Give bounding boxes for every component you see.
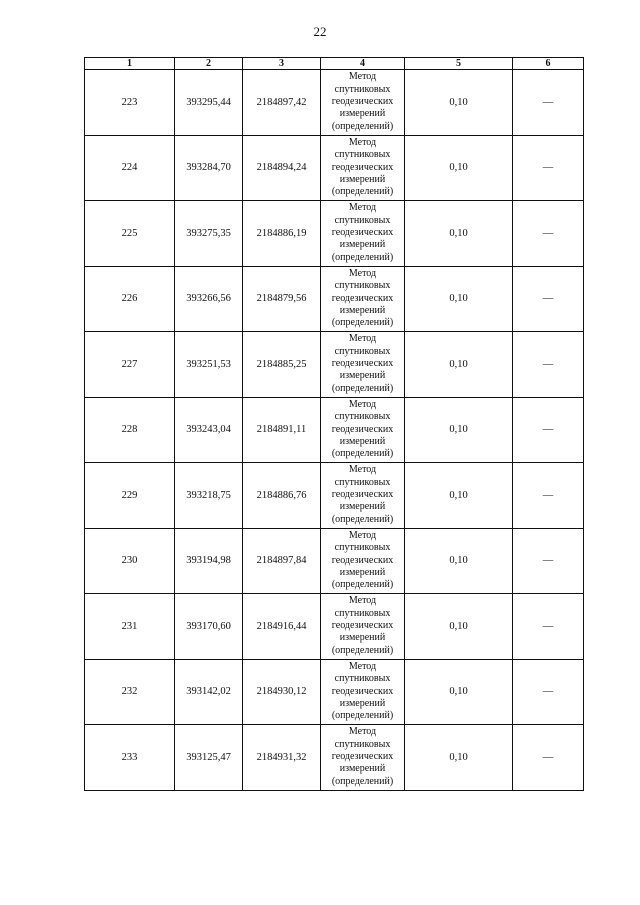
x-coordinate-cell: 393170,60 [175,594,243,660]
y-coordinate-cell: 2184897,84 [243,528,321,594]
method-cell [321,659,405,725]
method-line: спутниковых [334,214,391,226]
method-line: спутниковых [334,542,391,554]
method-line: измерений [339,239,386,251]
method-line: Метод [348,464,377,476]
method-line: Метод [348,267,377,279]
note-cell: — [513,463,584,529]
method-line: спутниковых [334,476,391,488]
table-row [85,594,584,660]
method-line: измерений [339,108,386,120]
note-cell: — [513,659,584,725]
table-body [85,70,584,791]
method-line: измерений [339,632,386,644]
method-line: Метод [348,136,377,148]
method-line: геодезических [331,554,394,566]
table-row [85,725,584,791]
y-coordinate-cell: 2184879,56 [243,266,321,332]
accuracy-cell: 0,10 [405,70,513,136]
note-cell: — [513,594,584,660]
point-number-cell: 233 [85,725,175,791]
method-line: (определений) [331,317,394,329]
x-coordinate-cell: 393251,53 [175,332,243,398]
accuracy-cell: 0,10 [405,659,513,725]
method-line: (определений) [331,710,394,722]
method-cell [321,201,405,267]
method-line: (определений) [331,120,394,132]
accuracy-cell: 0,10 [405,332,513,398]
accuracy-cell: 0,10 [405,135,513,201]
method-line: Метод [348,71,377,83]
method-line: измерений [339,173,386,185]
y-coordinate-cell: 2184886,19 [243,201,321,267]
accuracy-cell: 0,10 [405,594,513,660]
method-cell [321,397,405,463]
method-line: спутниковых [334,738,391,750]
y-coordinate-cell: 2184916,44 [243,594,321,660]
method-line: (определений) [331,513,394,525]
y-coordinate-cell: 2184930,12 [243,659,321,725]
x-coordinate-cell: 393275,35 [175,201,243,267]
table-row [85,266,584,332]
point-number-cell: 231 [85,594,175,660]
method-line: спутниковых [334,607,391,619]
method-line: измерений [339,697,386,709]
method-line: геодезических [331,751,394,763]
method-line: измерений [339,370,386,382]
method-line: геодезических [331,161,394,173]
table-row [85,332,584,398]
point-number-cell: 225 [85,201,175,267]
method-line: Метод [348,595,377,607]
method-line: спутниковых [334,280,391,292]
column-header-6: 6 [513,58,584,70]
table-row [85,528,584,594]
point-number-cell: 227 [85,332,175,398]
accuracy-cell: 0,10 [405,528,513,594]
method-line: Метод [348,202,377,214]
method-line: Метод [348,726,377,738]
note-cell: — [513,135,584,201]
accuracy-cell: 0,10 [405,266,513,332]
point-number-cell: 229 [85,463,175,529]
x-coordinate-cell: 393218,75 [175,463,243,529]
method-line: геодезических [331,292,394,304]
note-cell: — [513,201,584,267]
method-line: (определений) [331,251,394,263]
method-line: спутниковых [334,345,391,357]
method-line: спутниковых [334,149,391,161]
y-coordinate-cell: 2184885,25 [243,332,321,398]
x-coordinate-cell: 393243,04 [175,397,243,463]
method-line: геодезических [331,489,394,501]
page-number: 22 [313,24,327,39]
note-cell: — [513,725,584,791]
column-header-3: 3 [243,58,321,70]
note-cell: — [513,528,584,594]
method-line: геодезических [331,685,394,697]
accuracy-cell: 0,10 [405,201,513,267]
x-coordinate-cell: 393284,70 [175,135,243,201]
method-line: измерений [339,435,386,447]
note-cell: — [513,70,584,136]
note-cell: — [513,332,584,398]
column-header-5: 5 [405,58,513,70]
x-coordinate-cell: 393142,02 [175,659,243,725]
method-cell [321,135,405,201]
method-line: спутниковых [334,411,391,423]
method-line: геодезических [331,358,394,370]
method-line: (определений) [331,448,394,460]
method-line: геодезических [331,96,394,108]
column-header-4: 4 [321,58,405,70]
method-line: Метод [348,398,377,410]
method-cell [321,463,405,529]
table-row [85,135,584,201]
table-header-row [85,58,584,70]
point-number-cell: 224 [85,135,175,201]
accuracy-cell: 0,10 [405,725,513,791]
method-line: (определений) [331,186,394,198]
method-line: (определений) [331,644,394,656]
point-number-cell: 228 [85,397,175,463]
method-line: геодезических [331,620,394,632]
method-line: измерений [339,763,386,775]
method-cell [321,70,405,136]
x-coordinate-cell: 393194,98 [175,528,243,594]
point-number-cell: 226 [85,266,175,332]
method-line: (определений) [331,382,394,394]
point-number-cell: 230 [85,528,175,594]
method-cell [321,266,405,332]
x-coordinate-cell: 393266,56 [175,266,243,332]
y-coordinate-cell: 2184897,42 [243,70,321,136]
method-line: спутниковых [334,83,391,95]
accuracy-cell: 0,10 [405,463,513,529]
coordinates-table [84,57,584,791]
method-line: геодезических [331,227,394,239]
method-line: Метод [348,660,377,672]
method-line: геодезических [331,423,394,435]
method-line: (определений) [331,579,394,591]
method-cell [321,528,405,594]
point-number-cell: 232 [85,659,175,725]
y-coordinate-cell: 2184894,24 [243,135,321,201]
method-cell [321,332,405,398]
x-coordinate-cell: 393125,47 [175,725,243,791]
table-row [85,397,584,463]
point-number-cell: 223 [85,70,175,136]
method-line: (определений) [331,775,394,787]
method-line: Метод [348,333,377,345]
note-cell: — [513,397,584,463]
accuracy-cell: 0,10 [405,397,513,463]
column-header-2: 2 [175,58,243,70]
method-line: измерений [339,304,386,316]
method-line: Метод [348,529,377,541]
method-cell [321,594,405,660]
note-cell: — [513,266,584,332]
table-row [85,659,584,725]
method-line: измерений [339,501,386,513]
column-header-1: 1 [85,58,175,70]
y-coordinate-cell: 2184931,32 [243,725,321,791]
method-cell [321,725,405,791]
method-line: измерений [339,566,386,578]
table-row [85,70,584,136]
y-coordinate-cell: 2184886,76 [243,463,321,529]
table-row [85,201,584,267]
y-coordinate-cell: 2184891,11 [243,397,321,463]
table-row [85,463,584,529]
method-line: спутниковых [334,673,391,685]
x-coordinate-cell: 393295,44 [175,70,243,136]
